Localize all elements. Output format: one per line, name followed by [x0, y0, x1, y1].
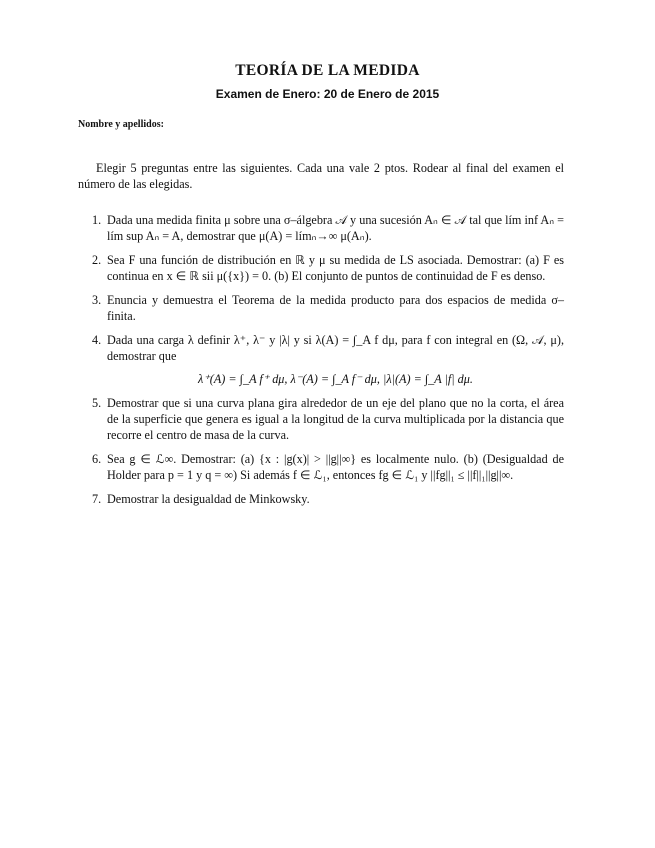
- question-item: [78, 252, 564, 284]
- question-text: Sea g ∈ ℒ∞. Demostrar: (a) {x : |g(x)| > ||g||∞} es localmente nulo. (b) (Desigualdad de Holder para p = 1 y q = ∞) Si además f ∈ ℒ₁, entonces fg ∈ ℒ₁ y ||fg||₁ ≤ ||f||₁||g||∞.: [107, 452, 564, 482]
- exam-title: TEORÍA DE LA MEDIDA: [235, 62, 420, 79]
- question-item: [78, 292, 564, 324]
- question-number: 6.: [92, 452, 102, 466]
- question-number: 3.: [92, 293, 102, 307]
- question-item: [78, 395, 564, 443]
- question-number: 4.: [92, 333, 102, 347]
- name-label: Nombre y apellidos:: [78, 119, 164, 130]
- question-text: Demostrar la desigualdad de Minkowsky.: [107, 492, 310, 506]
- question-number: 2.: [92, 253, 102, 267]
- question-number: 7.: [92, 492, 102, 506]
- exam-subtitle: Examen de Enero: 20 de Enero de 2015: [215, 87, 440, 101]
- question-item: [78, 491, 564, 507]
- instructions: Elegir 5 preguntas entre las siguientes. Cada una vale 2 ptos. Rodear al final del examen el número de las elegidas.: [78, 161, 564, 191]
- question-text: Enuncia y demuestra el Teorema de la medida producto para dos espacios de medida σ–finita.: [107, 293, 564, 323]
- question-text: Sea F una función de distribución en ℝ y μ su medida de LS asociada. Demostrar: (a) F es continua en x ∈ ℝ sii μ({x}) = 0. (b) El conjunto de puntos de continuidad de F es denso.: [107, 253, 564, 283]
- display-equation: λ⁺(A) = ∫_A f⁺ dμ, λ⁻(A) = ∫_A f⁻ dμ, |λ|(A) = ∫_A |f| dμ.: [198, 372, 473, 386]
- question-list: [78, 212, 564, 515]
- question-item: [78, 451, 564, 483]
- question-item: [78, 212, 564, 244]
- question-text: Dada una medida finita μ sobre una σ–álgebra 𝒜 y una sucesión Aₙ ∈ 𝒜 tal que lím inf Aₙ = lím sup Aₙ = A, demostrar que μ(A) = límₙ→∞ μ(Aₙ).: [107, 213, 564, 243]
- question-number: 1.: [92, 213, 102, 227]
- question-number: 5.: [92, 396, 102, 410]
- question-item: [78, 332, 564, 387]
- question-text: Dada una carga λ definir λ⁺, λ⁻ y |λ| y si λ(A) = ∫_A f dμ, para f con integral en (Ω, 𝒜, μ), demostrar que: [107, 333, 564, 363]
- question-text: Demostrar que si una curva plana gira alrededor de un eje del plano que no la corta, el área de la superficie que genera es igual a la longitud de la curva multiplicada por la distancia que recorre el centro de masa de la curva.: [107, 396, 564, 442]
